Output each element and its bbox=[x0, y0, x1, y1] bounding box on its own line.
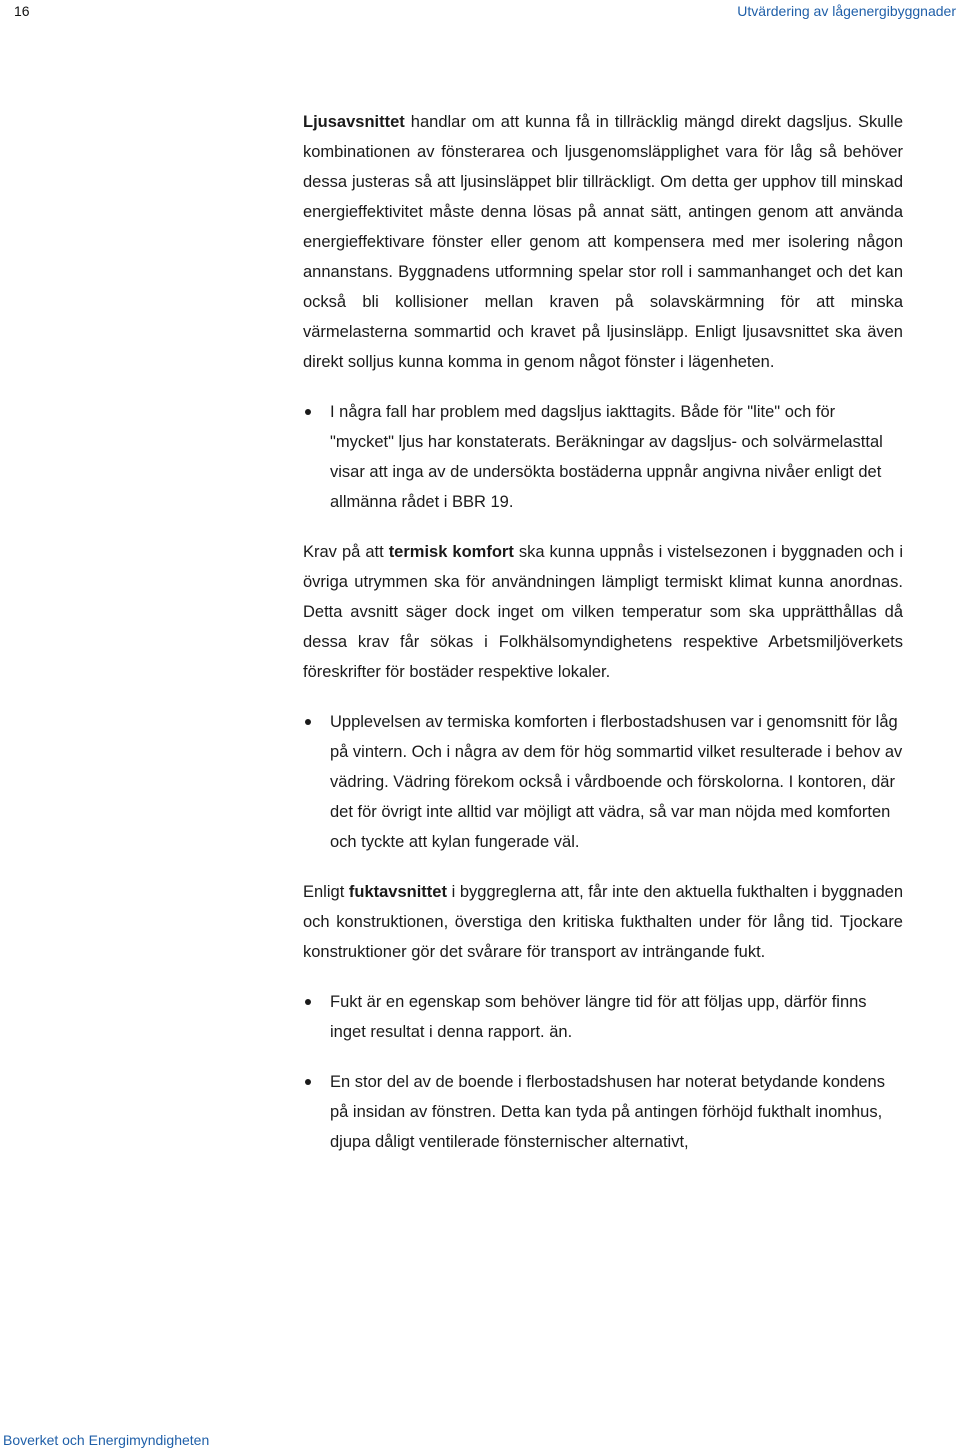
paragraph-moisture-text: i byggreglerna att, får inte den aktuella fukthalten i byggnaden och konstruktionen, överstiga den kritiska fukthalten under för lång tid. Tjockare konstruktioner gör det svårare för transport av inträngande fukt. bbox=[303, 883, 903, 961]
paragraph-light bbox=[303, 107, 903, 377]
bullet-text: Upplevelsen av termiska komforten i flerbostadshusen var i genomsnitt för låg på vintern. Och i några av dem för hög sommartid vilket resulterade i behov av vädring. Vädring förekom också i vårdboende och förskolorna. I kontoren, där det för övrigt inte alltid var möjligt att vädra, så var man nöjda med komforten och tyckte att kylan fungerade väl. bbox=[330, 713, 903, 851]
keyword-light: Ljusavsnittet bbox=[303, 113, 405, 131]
paragraph-thermal bbox=[303, 537, 903, 687]
keyword-moisture: fuktavsnittet bbox=[348, 883, 447, 901]
bullet-text: Fukt är en egenskap som behöver längre tid för att följas upp, därför finns inget resultat i denna rapport. än. bbox=[330, 993, 867, 1041]
list-item bbox=[303, 397, 903, 517]
keyword-thermal: termisk komfort bbox=[388, 543, 514, 561]
page-footer bbox=[3, 1432, 209, 1448]
bullet-list-thermal bbox=[303, 707, 903, 857]
bullet-icon bbox=[305, 1079, 311, 1085]
bullet-icon bbox=[305, 999, 311, 1005]
paragraph-moisture-prefix: Enligt bbox=[303, 883, 349, 901]
bullet-list-moisture bbox=[303, 987, 903, 1157]
list-item bbox=[303, 1067, 903, 1157]
page-header bbox=[0, 0, 960, 24]
bullet-icon bbox=[305, 719, 311, 725]
paragraph-moisture bbox=[303, 877, 903, 967]
paragraph-thermal-text: ska kunna uppnås i vistelsezonen i byggnaden och i övriga utrymmen ska för användningen lämpligt termiskt klimat kunna anordnas. Detta avsnitt säger dock inget om vilken temperatur som ska upprätthållas då dessa krav får sökas i Folkhälsomyndighetens respektive Arbetsmiljöverkets föreskrifter för bostäder respektive lokaler. bbox=[303, 543, 903, 681]
bullet-text: I några fall har problem med dagsljus iakttagits. Både för "lite" och för "mycket" ljus har konstaterats. Beräkningar av dagsljus- och solvärmelasttal visar att inga av de undersökta bostäderna uppnår angivna nivåer enligt det allmänna rådet i BBR 19. bbox=[330, 403, 883, 511]
list-item bbox=[303, 707, 903, 857]
paragraph-thermal-prefix: Krav på att bbox=[303, 543, 389, 561]
list-item bbox=[303, 987, 903, 1047]
footer-publisher: Boverket och Energimyndigheten bbox=[3, 1432, 210, 1448]
page-body bbox=[303, 107, 903, 1157]
bullet-list-light bbox=[303, 397, 903, 517]
bullet-text: En stor del av de boende i flerbostadshusen har noterat betydande kondens på insidan av fönstren. Detta kan tyda på antingen förhöjd fukthalt inomhus, djupa dåligt ventilerade fönsternischer alternativt, bbox=[330, 1073, 885, 1151]
paragraph-light-text: handlar om att kunna få in tillräcklig mängd direkt dagsljus. Skulle kombinationen av fönsterarea och ljusgenomsläpplighet vara för låg så behöver dessa justeras så att ljusinsläppet blir tillräckligt. Om detta ger upphov till minskad energieffektivitet måste denna lösas på annat sätt, antingen genom att använda energieffektivare fönster eller genom att kompensera med mer isolering någon annanstans. Byggnadens utformning spelar stor roll i sammanhanget och det kan också bli kollisioner mellan kraven på solavskärmning för att minska värmelasterna sommartid och kravet på ljusinsläpp. Enligt ljusavsnittet ska även direkt solljus kunna komma in genom något fönster i lägenheten. bbox=[303, 113, 903, 371]
bullet-icon bbox=[305, 409, 311, 415]
page-number: 16 bbox=[14, 3, 30, 19]
header-title: Utvärdering av lågenergibyggnader bbox=[737, 3, 956, 19]
